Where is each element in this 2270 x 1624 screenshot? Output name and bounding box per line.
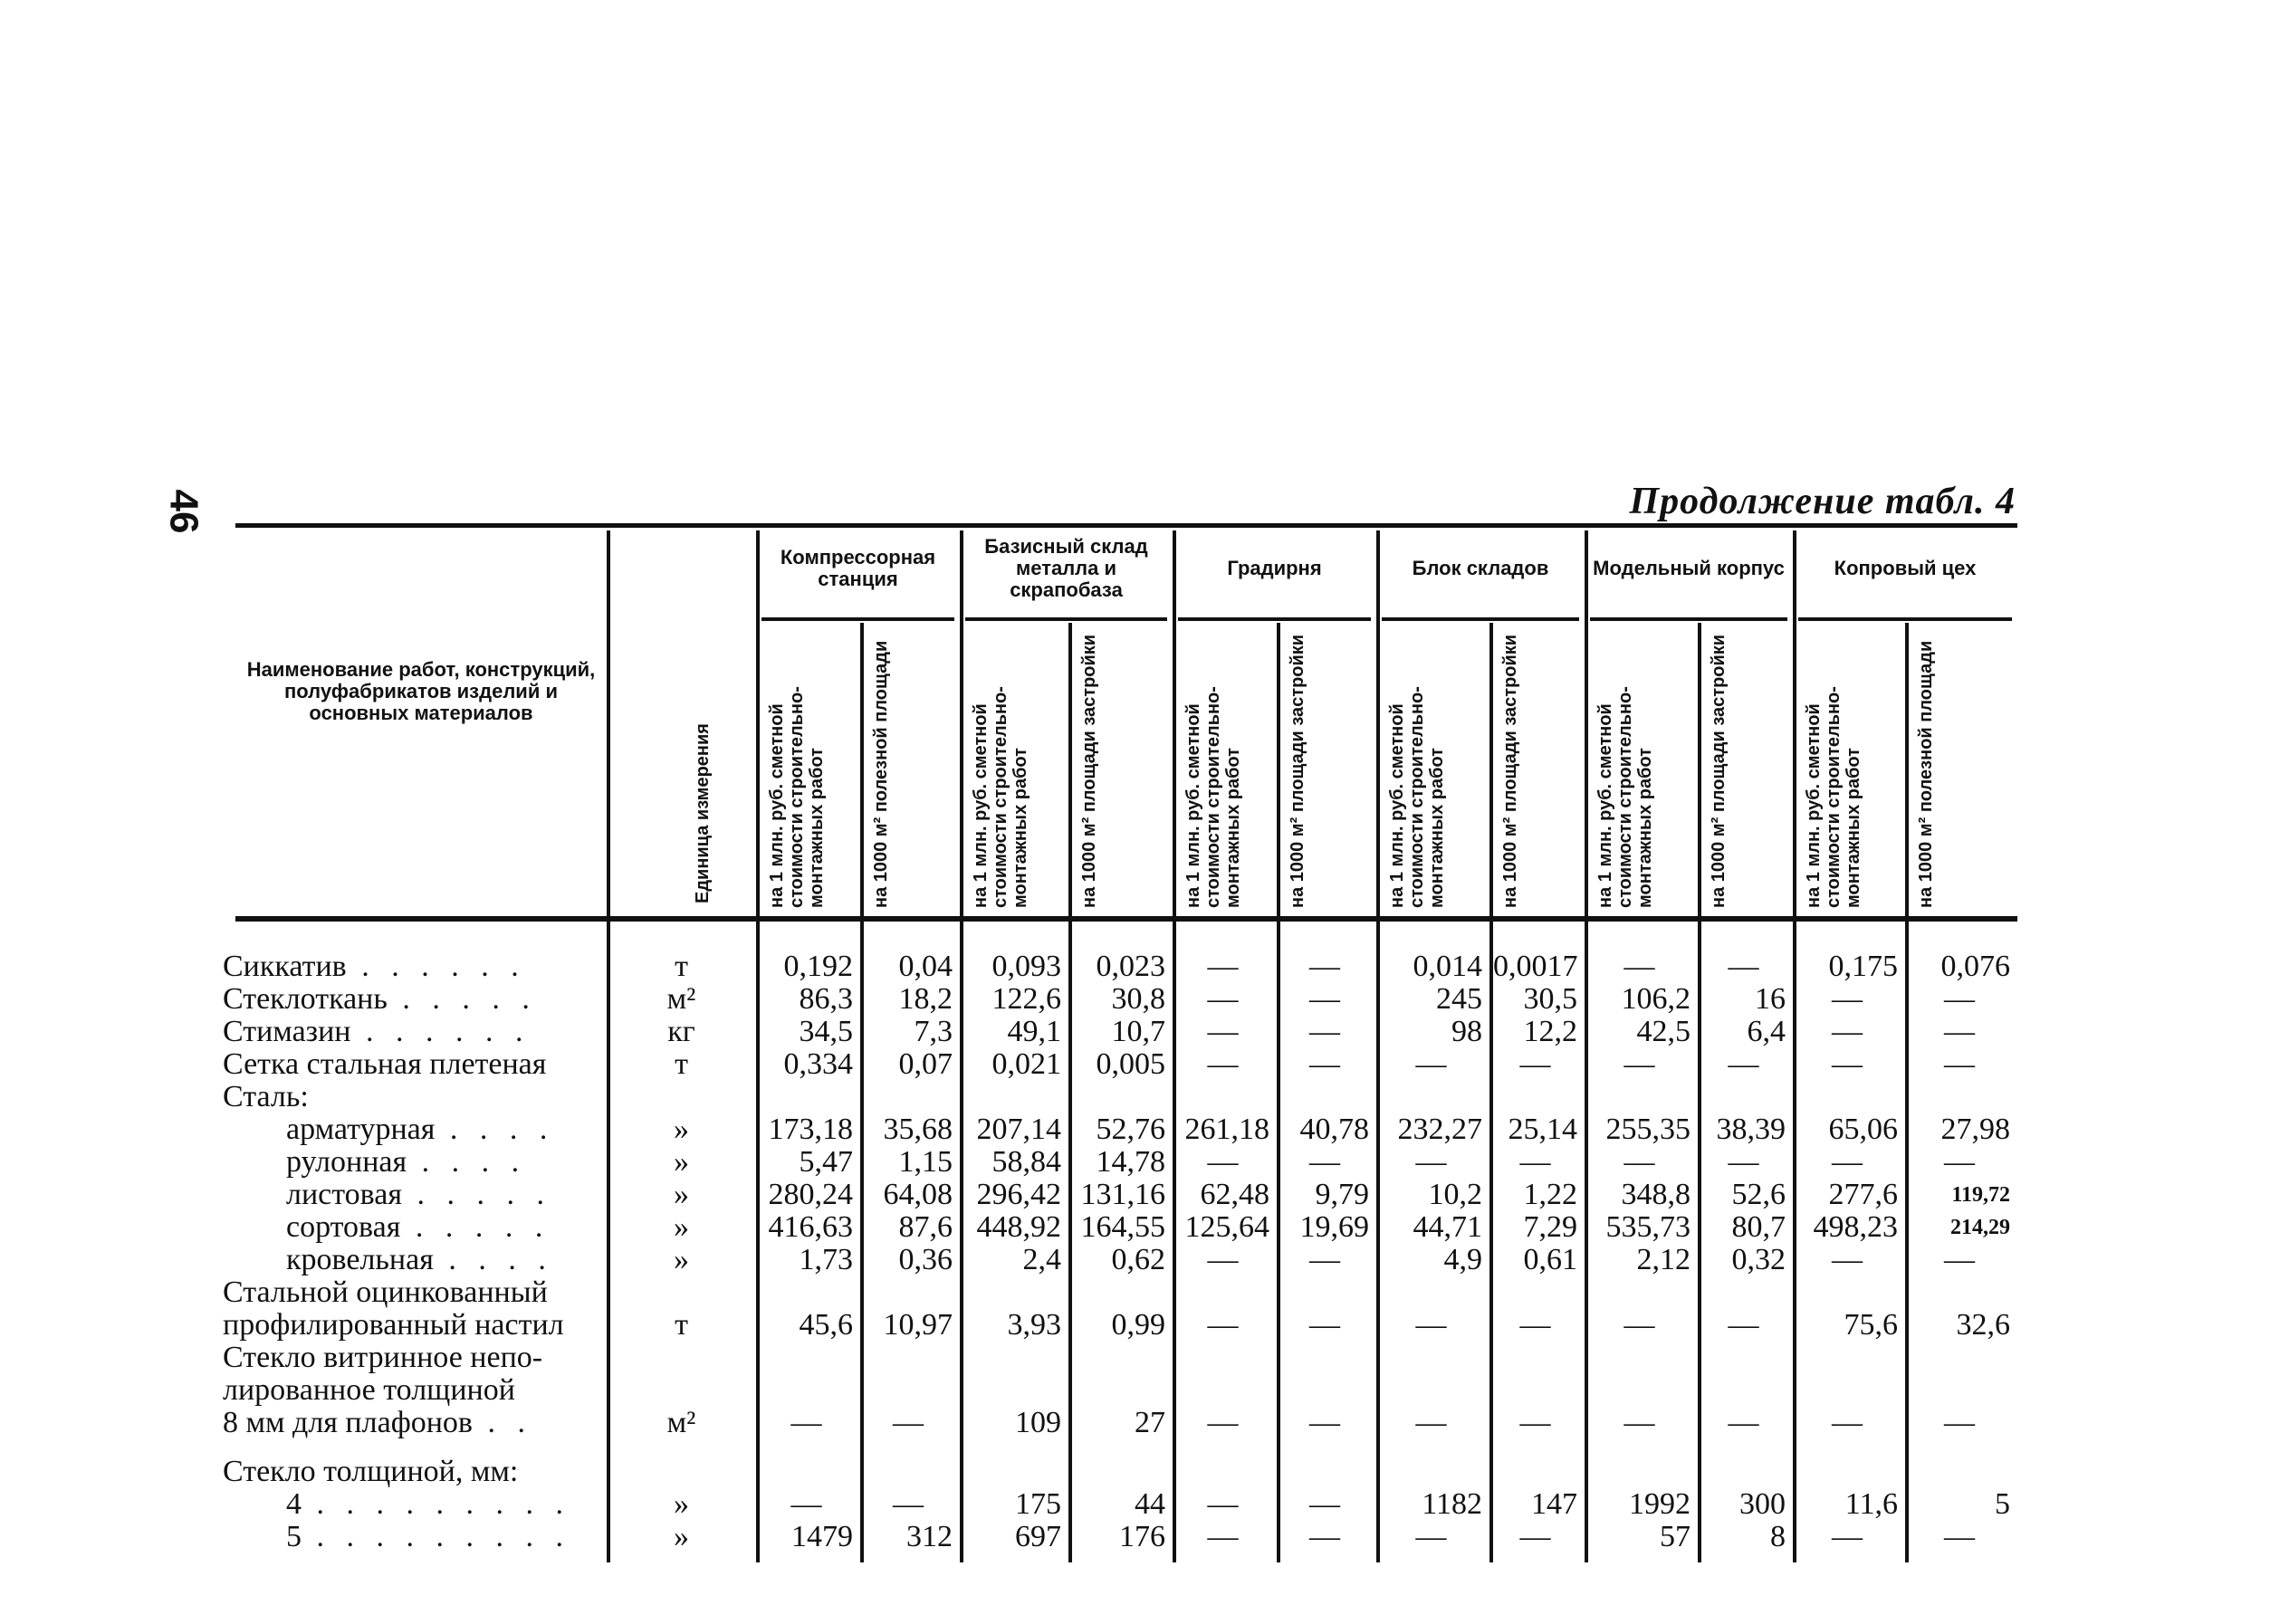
row-name-text: 4: [286, 1487, 302, 1521]
value-cell: 296,42: [976, 1178, 1061, 1211]
value-cell: 98: [1451, 1015, 1482, 1048]
group-underline: [965, 617, 1167, 621]
header-name-column: Наименование работ, конструкций, полуфабрикатов изделий и основных материалов: [246, 658, 596, 724]
value-cell: 44: [1135, 1487, 1165, 1521]
row-name-text: Стеклоткань: [223, 982, 388, 1016]
table-row: [223, 1455, 2017, 1488]
value-cell: 261,18: [1184, 1113, 1269, 1146]
row-name-text: арматурная: [286, 1113, 436, 1146]
table-row: [223, 982, 2017, 1016]
value-cell: —: [1207, 1243, 1239, 1276]
value-cell: —: [1207, 1047, 1239, 1081]
row-name-text: Стекло витринное непо-: [223, 1341, 543, 1374]
row-unit: »: [674, 1487, 689, 1521]
table-row: [235, 1146, 2017, 1179]
value-cell: 1,15: [898, 1145, 953, 1179]
value-cell: 109: [1015, 1406, 1061, 1439]
header-subcolumn: на 1 млн. руб. сметной стоимости строительно-монтажных работ: [767, 686, 827, 908]
row-leader-dots: . . . .: [433, 1243, 553, 1276]
value-cell: —: [1309, 1243, 1340, 1276]
value-cell: 27: [1135, 1406, 1165, 1439]
row-leader-dots: . . . . . . . . .: [302, 1487, 570, 1521]
value-cell: 75,6: [1844, 1308, 1898, 1342]
value-cell: 0,61: [1523, 1243, 1577, 1276]
value-cell: 5,47: [799, 1145, 853, 1179]
value-cell: 2,12: [1636, 1243, 1691, 1276]
row-name: [223, 1309, 603, 1342]
value-cell: 312: [906, 1520, 953, 1553]
value-cell: 30,5: [1523, 982, 1577, 1016]
value-cell: —: [1309, 1308, 1340, 1342]
header-group: Копровый цех: [1834, 557, 1977, 579]
table-top-rule: [235, 523, 2017, 528]
row-name-text: Сетка стальная плетеная: [223, 1047, 547, 1081]
value-cell: —: [1832, 1406, 1863, 1439]
header-group: Компрессорная станция: [780, 546, 936, 590]
table-row: [223, 1373, 2017, 1407]
value-cell: 0,076: [1940, 950, 2010, 983]
value-cell: 34,5: [799, 1015, 853, 1048]
table-row: [223, 1341, 2017, 1374]
row-name-text: 5: [286, 1520, 302, 1553]
value-cell: 32,6: [1956, 1308, 2010, 1342]
value-cell: —: [893, 1406, 924, 1439]
value-cell: —: [1207, 1520, 1239, 1553]
row-name-text: Сталь:: [223, 1080, 309, 1113]
value-cell: 7,29: [1523, 1210, 1577, 1244]
value-cell: 52,76: [1096, 1113, 1165, 1146]
value-cell: 300: [1739, 1487, 1786, 1521]
value-cell: 25,14: [1508, 1113, 1577, 1146]
value-cell: 9,79: [1315, 1178, 1369, 1211]
value-cell: —: [1309, 950, 1340, 983]
table-row: [235, 1179, 2017, 1211]
value-cell: —: [1519, 1406, 1551, 1439]
row-unit: м²: [666, 982, 696, 1016]
table-row: [223, 1406, 2017, 1439]
value-cell: —: [1519, 1308, 1551, 1342]
value-cell: 214,29: [1950, 1216, 2010, 1239]
value-cell: —: [1623, 1047, 1655, 1081]
value-cell: —: [1623, 1406, 1655, 1439]
row-name: [223, 1456, 603, 1488]
row-name-text: листовая: [286, 1178, 402, 1211]
header-group: Блок складов: [1412, 557, 1549, 579]
value-cell: 207,14: [976, 1113, 1061, 1146]
value-cell: 64,08: [883, 1178, 953, 1211]
value-cell: —: [1944, 1145, 1975, 1179]
row-name-text: рулонная: [286, 1145, 407, 1179]
value-cell: 697: [1015, 1520, 1061, 1553]
row-name-text: 8 мм для плафонов: [223, 1406, 473, 1439]
value-cell: 176: [1119, 1520, 1165, 1553]
value-cell: 0,32: [1731, 1243, 1786, 1276]
row-unit: »: [674, 1243, 689, 1276]
value-cell: 0,023: [1096, 950, 1165, 983]
value-cell: 0,093: [991, 950, 1061, 983]
row-name: [223, 1521, 666, 1553]
value-cell: —: [1207, 1308, 1239, 1342]
value-cell: —: [1944, 1015, 1975, 1048]
value-cell: —: [1207, 982, 1239, 1016]
row-name: [223, 1488, 666, 1521]
value-cell: 57: [1660, 1520, 1691, 1553]
value-cell: 11,6: [1844, 1487, 1898, 1521]
value-cell: 49,1: [1007, 1015, 1061, 1048]
value-cell: 16: [1755, 982, 1786, 1016]
row-unit: »: [674, 1520, 689, 1553]
table-row: [235, 1211, 2017, 1244]
value-cell: 1479: [791, 1520, 853, 1553]
value-cell: 131,16: [1080, 1178, 1165, 1211]
table-row: [223, 950, 2017, 983]
header-bottom-rule: [235, 916, 2017, 922]
value-cell: 0,36: [898, 1243, 953, 1276]
row-name: [223, 1276, 603, 1309]
value-cell: 5: [1995, 1487, 2010, 1521]
row-name: [223, 1407, 603, 1439]
value-cell: 348,8: [1621, 1178, 1691, 1211]
row-unit: »: [674, 1178, 689, 1211]
value-cell: 147: [1531, 1487, 1577, 1521]
row-leader-dots: . . . . . . . . .: [302, 1520, 570, 1553]
table-row: [223, 1015, 2017, 1048]
value-cell: 87,6: [898, 1210, 953, 1244]
row-name-text: Стальной оцинкованный: [223, 1275, 548, 1309]
value-cell: —: [1944, 1520, 1975, 1553]
value-cell: —: [1309, 1520, 1340, 1553]
value-cell: 30,8: [1111, 982, 1165, 1016]
value-cell: 86,3: [799, 982, 853, 1016]
value-cell: —: [790, 1487, 822, 1521]
value-cell: 0,014: [1413, 950, 1482, 983]
value-cell: 277,6: [1828, 1178, 1898, 1211]
value-cell: 280,24: [768, 1178, 853, 1211]
header-group: Базисный склад металла и скрапобаза: [984, 535, 1148, 601]
row-name: [223, 1374, 603, 1407]
value-cell: 19,69: [1299, 1210, 1369, 1244]
value-cell: —: [1832, 1145, 1863, 1179]
value-cell: 0,192: [783, 950, 853, 983]
value-cell: 4,9: [1443, 1243, 1482, 1276]
header-subcolumn: на 1 млн. руб. сметной стоимости строительно-монтажных работ: [1183, 686, 1243, 908]
value-cell: —: [1207, 1487, 1239, 1521]
value-cell: 0,021: [991, 1047, 1061, 1081]
value-cell: 175: [1015, 1487, 1061, 1521]
value-cell: 27,98: [1940, 1113, 2010, 1146]
value-cell: —: [1207, 1015, 1239, 1048]
row-unit: м²: [666, 1406, 696, 1439]
value-cell: —: [1728, 1406, 1759, 1439]
value-cell: 0,99: [1111, 1308, 1165, 1342]
value-cell: 448,92: [976, 1210, 1061, 1244]
value-cell: 3,93: [1007, 1308, 1061, 1342]
value-cell: 45,6: [799, 1308, 853, 1342]
value-cell: 245: [1436, 982, 1482, 1016]
row-name: [223, 951, 603, 983]
header-subcolumn: на 1000 м² площади застройки: [1288, 634, 1307, 908]
header-subcolumn: на 1 млн. руб. сметной стоимости строительно-монтажных работ: [1804, 686, 1863, 908]
table-row: [235, 1488, 2017, 1521]
table-row: [223, 1047, 2017, 1081]
value-cell: —: [1309, 1015, 1340, 1048]
value-cell: 80,7: [1731, 1210, 1786, 1244]
value-cell: —: [1519, 1047, 1551, 1081]
value-cell: 10,2: [1428, 1178, 1482, 1211]
value-cell: —: [1832, 982, 1863, 1016]
row-name-text: Стекло толщиной, мм:: [223, 1455, 519, 1488]
value-cell: —: [1415, 1145, 1447, 1179]
value-cell: 0,0017: [1493, 950, 1578, 983]
value-cell: —: [1728, 1145, 1759, 1179]
value-cell: 0,04: [898, 950, 953, 983]
value-cell: —: [1207, 1406, 1239, 1439]
value-cell: 65,06: [1828, 1113, 1898, 1146]
table-row: [223, 1080, 2017, 1113]
value-cell: 44,71: [1413, 1210, 1482, 1244]
value-cell: —: [1309, 1145, 1340, 1179]
row-name: [223, 1211, 666, 1244]
value-cell: 42,5: [1636, 1015, 1691, 1048]
row-name-text: сортовая: [286, 1210, 401, 1244]
value-cell: 255,35: [1605, 1113, 1691, 1146]
table-row: [235, 1521, 2017, 1553]
value-cell: 0,62: [1111, 1243, 1165, 1276]
value-cell: 7,3: [914, 1015, 953, 1048]
value-cell: 38,39: [1716, 1113, 1786, 1146]
row-name: [223, 1179, 666, 1211]
value-cell: —: [1944, 982, 1975, 1016]
row-unit: т: [675, 1308, 688, 1342]
value-cell: —: [1623, 1308, 1655, 1342]
value-cell: 164,55: [1080, 1210, 1165, 1244]
value-cell: —: [1832, 1520, 1863, 1553]
value-cell: —: [1415, 1520, 1447, 1553]
value-cell: 40,78: [1299, 1113, 1369, 1146]
row-name-text: кровельная: [286, 1243, 434, 1276]
row-name-text: Сиккатив: [223, 950, 347, 983]
group-underline: [1382, 617, 1579, 621]
header-subcolumn: на 1000 м² полезной площади: [1916, 640, 1936, 908]
row-name: [223, 1146, 666, 1179]
value-cell: 1992: [1629, 1487, 1691, 1521]
value-cell: 0,07: [898, 1047, 953, 1081]
value-cell: —: [1832, 1015, 1863, 1048]
value-cell: 6,4: [1747, 1015, 1786, 1048]
header-unit-column: Единица измерения: [693, 723, 713, 903]
value-cell: —: [1415, 1406, 1447, 1439]
group-underline: [1178, 617, 1371, 621]
value-cell: —: [1944, 1047, 1975, 1081]
value-cell: —: [1832, 1243, 1863, 1276]
row-name: [223, 1016, 603, 1048]
value-cell: —: [1519, 1145, 1551, 1179]
header-subcolumn: на 1000 м² площади застройки: [1500, 634, 1520, 908]
value-cell: 12,2: [1523, 1015, 1577, 1048]
value-cell: 125,64: [1184, 1210, 1269, 1244]
value-cell: 0,175: [1828, 950, 1898, 983]
materials-table: [223, 523, 2017, 1564]
page-number: 46: [161, 489, 206, 534]
value-cell: —: [1415, 1308, 1447, 1342]
value-cell: 8: [1770, 1520, 1786, 1553]
row-leader-dots: . .: [472, 1406, 532, 1439]
value-cell: 58,84: [991, 1145, 1061, 1179]
value-cell: 18,2: [898, 982, 953, 1016]
header-subcolumn: на 1 млн. руб. сметной стоимости строительно-монтажных работ: [971, 686, 1030, 908]
row-unit: т: [675, 1047, 688, 1081]
row-unit: »: [674, 1145, 689, 1179]
row-name: [223, 1113, 666, 1146]
row-leader-dots: . . . . .: [402, 1178, 551, 1211]
value-cell: 106,2: [1621, 982, 1691, 1016]
value-cell: —: [1728, 950, 1759, 983]
row-name: [223, 1244, 666, 1276]
row-unit: т: [675, 950, 688, 983]
value-cell: 35,68: [883, 1113, 953, 1146]
value-cell: —: [1944, 1406, 1975, 1439]
row-name: [223, 1342, 603, 1374]
value-cell: —: [1623, 1145, 1655, 1179]
row-unit: кг: [667, 1015, 695, 1048]
value-cell: —: [1728, 1308, 1759, 1342]
row-name: [223, 1081, 603, 1113]
header-subcolumn: на 1000 м² площади застройки: [1079, 634, 1099, 908]
value-cell: —: [1944, 1243, 1975, 1276]
row-leader-dots: . . . . .: [387, 982, 537, 1016]
value-cell: 1,73: [799, 1243, 853, 1276]
row-leader-dots: . . . . . .: [346, 950, 526, 983]
group-underline: [761, 617, 954, 621]
value-cell: 416,63: [768, 1210, 853, 1244]
row-unit: »: [674, 1113, 689, 1146]
value-cell: 498,23: [1813, 1210, 1898, 1244]
table-row: [235, 1113, 2017, 1146]
value-cell: —: [1519, 1520, 1551, 1553]
continuation-caption: Продолжение табл. 4: [1629, 481, 2016, 522]
row-name-text: профилированный настил: [223, 1308, 564, 1342]
value-cell: —: [790, 1406, 822, 1439]
value-cell: 1182: [1422, 1487, 1482, 1521]
header-subcolumn: на 1 млн. руб. сметной стоимости строительно-монтажных работ: [1595, 686, 1655, 908]
row-name-text: Стимазин: [223, 1015, 351, 1048]
value-cell: —: [1309, 1406, 1340, 1439]
row-unit: »: [674, 1210, 689, 1244]
row-name: [223, 983, 603, 1016]
value-cell: —: [1415, 1047, 1447, 1081]
row-leader-dots: . . . . .: [400, 1210, 551, 1244]
value-cell: —: [1207, 950, 1239, 983]
value-cell: —: [1309, 1487, 1340, 1521]
value-cell: 2,4: [1022, 1243, 1061, 1276]
table-row: [235, 1244, 2017, 1276]
group-underline: [1590, 617, 1787, 621]
value-cell: 0,334: [783, 1047, 853, 1081]
value-cell: 122,6: [991, 982, 1061, 1016]
value-cell: 0,005: [1096, 1047, 1165, 1081]
header-group: Модельный корпус: [1593, 557, 1785, 579]
table-row: [223, 1308, 2017, 1342]
row-name: [223, 1048, 603, 1081]
value-cell: —: [1832, 1047, 1863, 1081]
row-name-text: лированное толщиной: [223, 1373, 515, 1407]
value-cell: 173,18: [768, 1113, 853, 1146]
value-cell: 52,6: [1731, 1178, 1786, 1211]
value-cell: —: [893, 1487, 924, 1521]
value-cell: 232,27: [1397, 1113, 1482, 1146]
value-cell: 10,7: [1111, 1015, 1165, 1048]
row-leader-dots: . . . .: [407, 1145, 527, 1179]
table-row: [223, 1275, 2017, 1309]
value-cell: 10,97: [883, 1308, 953, 1342]
value-cell: 14,78: [1096, 1145, 1165, 1179]
row-leader-dots: . . . . . .: [350, 1015, 531, 1048]
value-cell: 535,73: [1605, 1210, 1691, 1244]
value-cell: 1,22: [1523, 1178, 1577, 1211]
value-cell: —: [1309, 1047, 1340, 1081]
row-leader-dots: . . . .: [435, 1113, 555, 1146]
value-cell: —: [1309, 982, 1340, 1016]
header-subcolumn: на 1000 м² полезной площади: [871, 640, 891, 908]
header-subcolumn: на 1000 м² площади застройки: [1709, 634, 1729, 908]
header-subcolumn: на 1 млн. руб. сметной стоимости строительно-монтажных работ: [1387, 686, 1447, 908]
value-cell: —: [1623, 950, 1655, 983]
value-cell: 62,48: [1200, 1178, 1269, 1211]
group-underline: [1798, 617, 2012, 621]
value-cell: —: [1728, 1047, 1759, 1081]
value-cell: 119,72: [1951, 1183, 2010, 1207]
value-cell: —: [1207, 1145, 1239, 1179]
header-group: Градирня: [1227, 557, 1322, 579]
